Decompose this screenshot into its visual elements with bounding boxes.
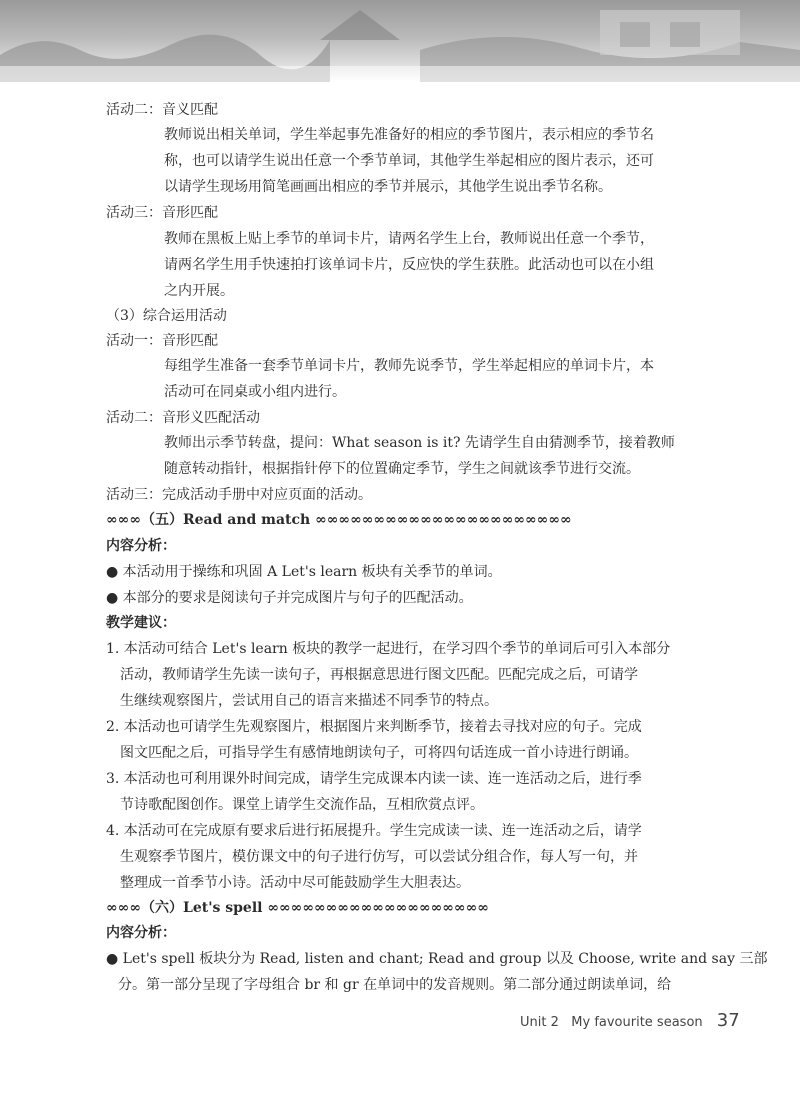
text-line: 随意转动指针，根据指针停下的位置确定季节，学生之间就该季节进行交流。 (164, 461, 640, 477)
text-line: 活动二：音义匹配 (106, 102, 218, 118)
text-line: 活动，教师请学生先读一读句子，再根据意思进行图文匹配。匹配完成之后，可请学 (120, 667, 638, 683)
text-line: 活动一：音形匹配 (106, 333, 218, 349)
text-line: 3. 本活动也可利用课外时间完成，请学生完成课本内读一读、连一连活动之后，进行季 (106, 771, 642, 787)
text-line: 内容分析： (106, 538, 176, 554)
text-line: 教师出示季节转盘，提问：What season is it? 先请学生自由猜测季节，接着教师 (164, 435, 675, 451)
text-line: 以请学生现场用简笔画画出相应的季节并展示，其他学生说出季节名称。 (164, 179, 612, 195)
text-line: ● 本部分的要求是阅读句子并完成图片与句子的匹配活动。 (106, 590, 473, 606)
text-line: 生观察季节图片，模仿课文中的句子进行仿写，可以尝试分组合作，每人写一句，并 (120, 849, 638, 865)
text-line: 请两名学生用手快速拍打该单词卡片，反应快的学生获胜。此活动也可以在小组 (164, 257, 654, 273)
text-line: 4. 本活动可在完成原有要求后进行拓展提升。学生完成读一读、连一连活动之后，请学 (106, 823, 642, 839)
text-line: 1. 本活动可结合 Let's learn 板块的教学一起进行，在学习四个季节的单词后可引入本部分 (106, 641, 671, 657)
text-line: 教师说出相关单词，学生举起事先准备好的相应的季节图片，表示相应的季节名 (164, 127, 654, 143)
text-line: 分。第一部分呈现了字母组合 br 和 gr 在单词中的发音规则。第二部分通过朗读单词，给 (118, 977, 672, 993)
text-line: 生继续观察图片，尝试用自己的语言来描述不同季节的特点。 (120, 693, 498, 709)
decorative-header-banner (0, 0, 800, 82)
footer-unit: Unit 2 (520, 1015, 559, 1030)
text-line: 活动三：完成活动手册中对应页面的活动。 (106, 487, 372, 503)
text-line: ∞∞∞（六）Let's spell ∞∞∞∞∞∞∞∞∞∞∞∞∞∞∞∞∞∞∞ (106, 900, 489, 916)
text-line: 整理成一首季节小诗。活动中尽可能鼓励学生大胆表达。 (120, 875, 470, 891)
text-line: 图文匹配之后，可指导学生有感情地朗读句子，可将四句话连成一首小诗进行朗诵。 (120, 745, 638, 761)
text-line: 活动二：音形义匹配活动 (106, 410, 260, 426)
text-line: 内容分析： (106, 925, 176, 941)
text-line: 活动可在同桌或小组内进行。 (164, 384, 346, 400)
text-line: 节诗歌配图创作。课堂上请学生交流作品，互相欣赏点评。 (120, 797, 484, 813)
text-line: 每组学生准备一套季节单词卡片，教师先说季节，学生举起相应的单词卡片，本 (164, 358, 654, 374)
page-footer (520, 1010, 740, 1031)
text-line: ● Let's spell 板块分为 Read, listen and chant; Read and group 以及 Choose, write and say 三部 (106, 951, 768, 967)
text-line: 活动三：音形匹配 (106, 205, 218, 221)
text-line: 2. 本活动也可请学生先观察图片，根据图片来判断季节，接着去寻找对应的句子。完成 (106, 719, 642, 735)
text-line: 称，也可以请学生说出任意一个季节单词，其他学生举起相应的图片表示，还可 (164, 153, 654, 169)
banner-illustration (0, 0, 800, 82)
text-line: 教学建议： (106, 615, 176, 631)
text-line: ∞∞∞（五）Read and match ∞∞∞∞∞∞∞∞∞∞∞∞∞∞∞∞∞∞∞∞∞∞ (106, 512, 572, 528)
footer-title: My favourite season (571, 1015, 703, 1030)
text-line: （3）综合运用活动 (106, 308, 227, 324)
text-line: ● 本活动用于操练和巩固 A Let's learn 板块有关季节的单词。 (106, 564, 502, 580)
text-line: 教师在黑板上贴上季节的单词卡片，请两名学生上台，教师说出任意一个季节， (164, 231, 654, 247)
page-number: 37 (716, 1010, 740, 1031)
text-line: 之内开展。 (164, 283, 234, 299)
